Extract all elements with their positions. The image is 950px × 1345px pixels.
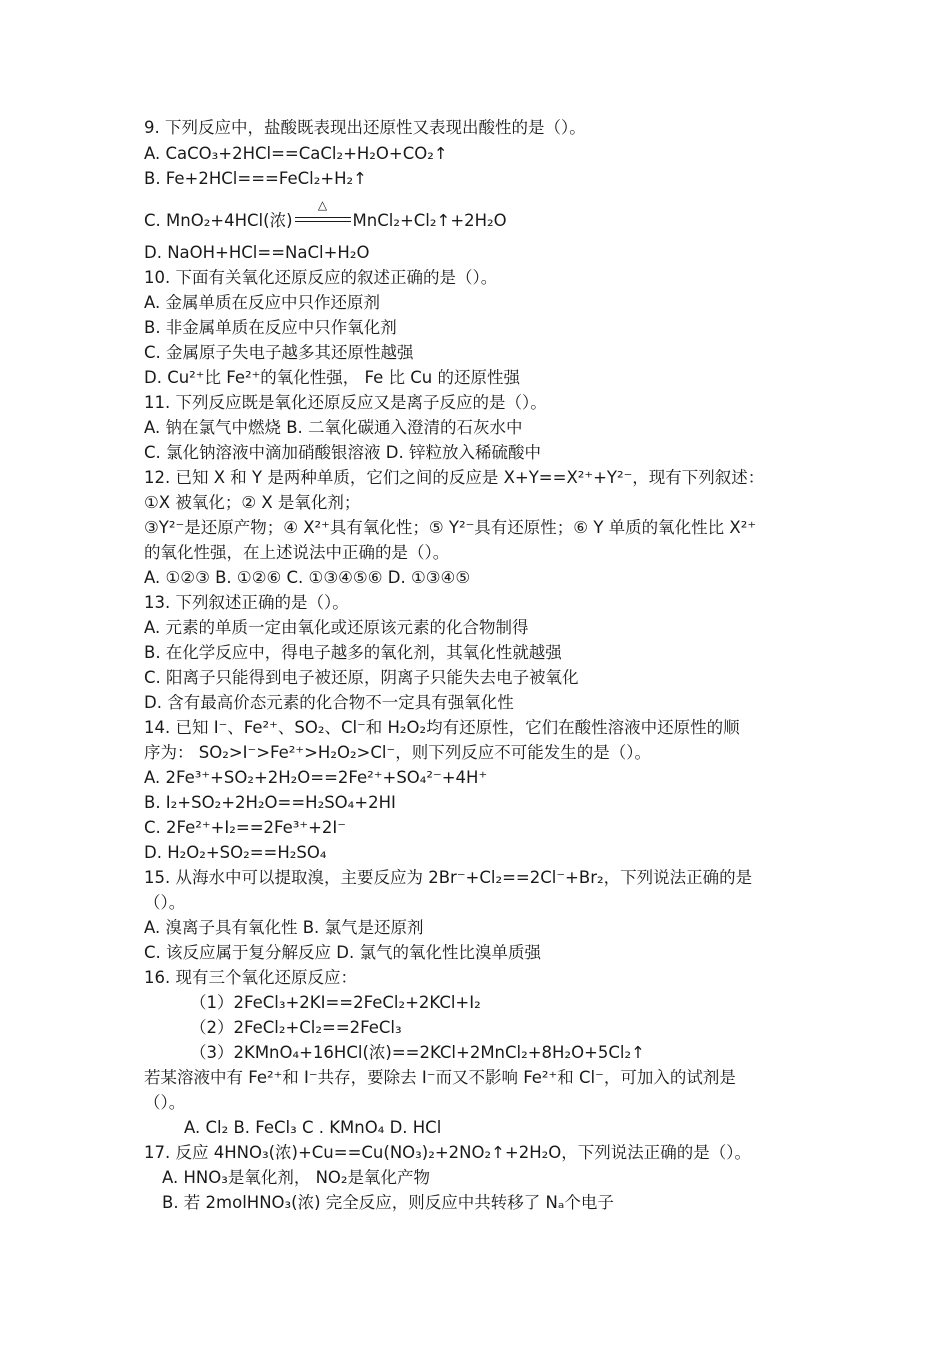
text-line-q16r1: （1）2FeCl₃+2KI==2FeCl₂+2KCl+I₂ <box>190 993 481 1012</box>
text-line-q15: 15. 从海水中可以提取溴，主要反应为 2Br⁻+Cl₂==2Cl⁻+Br₂，下列说法正确的是 <box>144 868 753 887</box>
text-line-q9: 9. 下列反应中，盐酸既表现出还原性又表现出酸性的是（）。 <box>144 118 586 137</box>
text-line-q17: 17. 反应 4HNO₃(浓)+Cu==Cu(NO₃)₂+2NO₂↑+2H₂O，下列说法正确的是（）。 <box>144 1143 751 1162</box>
text-line-q15ab: A. 溴离子具有氧化性 B. 氯气是还原剂 <box>144 918 424 937</box>
text-line-q12opt: A. ①②③ B. ①②⑥ C. ①③④⑤⑥ D. ①③④⑤ <box>144 568 471 587</box>
text-line-q11ab: A. 钠在氯气中燃烧 B. 二氧化碳通入澄清的石灰水中 <box>144 418 523 437</box>
text-line-q12s3: 的氧化性强，在上述说法中正确的是（）。 <box>144 543 450 562</box>
text-line-q9b: B. Fe+2HCl===FeCl₂+H₂↑ <box>144 169 367 188</box>
text-line-q16s: 若某溶液中有 Fe²⁺和 I⁻共存，要除去 I⁻而又不影响 Fe²⁺和 Cl⁻，可加入的试剂是 <box>144 1068 736 1087</box>
text-line-q16: 16. 现有三个氧化还原反应： <box>144 968 357 987</box>
equation-reactants: C. MnO₂+4HCl(浓) <box>144 211 293 230</box>
text-line-q10a: A. 金属单质在反应中只作还原剂 <box>144 293 380 312</box>
text-line-q17a: A. HNO₃是氧化剂， NO₂是氧化产物 <box>162 1168 431 1187</box>
text-line-q17b: B. 若 2molHNO₃(浓) 完全反应，则反应中共转移了 Nₐ个电子 <box>162 1193 614 1212</box>
text-line-q15b: （）。 <box>144 893 186 912</box>
text-line-q10b: B. 非金属单质在反应中只作氧化剂 <box>144 318 397 337</box>
heat-triangle-icon: △ <box>317 198 328 212</box>
text-line-q12: 12. 已知 X 和 Y 是两种单质，它们之间的反应是 X+Y==X²⁺+Y²⁻，现有下列叙述： <box>144 468 765 487</box>
text-line-q16s2: （）。 <box>144 1093 186 1112</box>
text-line-q13a: A. 元素的单质一定由氧化或还原该元素的化合物制得 <box>144 618 529 637</box>
text-line-q13: 13. 下列叙述正确的是（）。 <box>144 593 349 612</box>
text-line-q9c <box>144 198 507 231</box>
text-line-q14: 14. 已知 I⁻、Fe²⁺、SO₂、Cl⁻和 H₂O₂均有还原性，它们在酸性溶液中还原性的顺 <box>144 718 740 737</box>
text-line-q13c: C. 阳离子只能得到电子被还原，阴离子只能失去电子被氧化 <box>144 668 579 687</box>
text-line-q10d: D. Cu²⁺比 Fe²⁺的氧化性强， Fe 比 Cu 的还原性强 <box>144 368 521 387</box>
text-line-q10c: C. 金属原子失电子越多其还原性越强 <box>144 343 414 362</box>
text-line-q14d: D. H₂O₂+SO₂==H₂SO₄ <box>144 843 327 862</box>
text-line-q14c: C. 2Fe²⁺+I₂==2Fe³⁺+2I⁻ <box>144 818 346 837</box>
text-line-q11: 11. 下列反应既是氧化还原反应又是离子反应的是（）。 <box>144 393 547 412</box>
text-line-q12s2: ③Y²⁻是还原产物；④ X²⁺具有氧化性；⑤ Y²⁻具有还原性；⑥ Y 单质的氧化性比 X²⁺ <box>144 518 757 537</box>
text-line-q16r3: （3）2KMnO₄+16HCl(浓)==2KCl+2MnCl₂+8H₂O+5Cl₂↑ <box>190 1043 645 1062</box>
text-line-q9d: D. NaOH+HCl==NaCl+H₂O <box>144 243 370 262</box>
text-line-q14a: A. 2Fe³⁺+SO₂+2H₂O==2Fe²⁺+SO₄²⁻+4H⁺ <box>144 768 488 787</box>
text-line-q13b: B. 在化学反应中，得电子越多的氧化剂，其氧化性就越强 <box>144 643 562 662</box>
text-line-q12s1: ①X 被氧化；② X 是氧化剂； <box>144 493 361 512</box>
heating-condition-arrow <box>293 198 353 231</box>
text-line-q13d: D. 含有最高价态元素的化合物不一定具有强氧化性 <box>144 693 514 712</box>
text-line-q9a: A. CaCO₃+2HCl==CaCl₂+H₂O+CO₂↑ <box>144 144 448 163</box>
equation-products: MnCl₂+Cl₂↑+2H₂O <box>352 211 507 230</box>
double-line-equals <box>295 217 351 222</box>
text-line-q14b: 序为： SO₂>I⁻>Fe²⁺>H₂O₂>Cl⁻，则下列反应不可能发生的是（）。 <box>144 743 651 762</box>
text-line-q10: 10. 下面有关氧化还原反应的叙述正确的是（）。 <box>144 268 498 287</box>
text-line-q11cd: C. 氯化钠溶液中滴加硝酸银溶液 D. 锌粒放入稀硫酸中 <box>144 443 541 462</box>
text-line-q14bb: B. I₂+SO₂+2H₂O==H₂SO₄+2HI <box>144 793 396 812</box>
text-line-q16r2: （2）2FeCl₂+Cl₂==2FeCl₃ <box>190 1018 402 1037</box>
text-line-q15cd: C. 该反应属于复分解反应 D. 氯气的氧化性比溴单质强 <box>144 943 541 962</box>
text-line-q16opt: A. Cl₂ B. FeCl₃ C . KMnO₄ D. HCl <box>184 1118 442 1137</box>
